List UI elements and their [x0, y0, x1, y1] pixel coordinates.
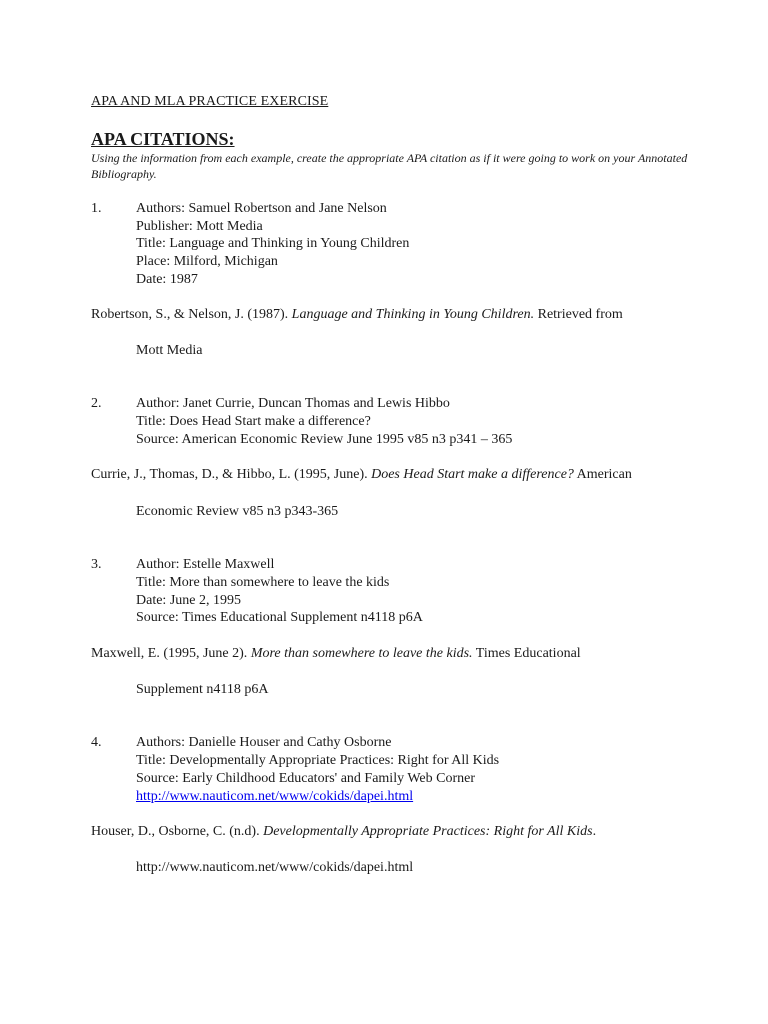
example-link-line	[136, 788, 413, 806]
citation-continuation: Mott Media	[136, 343, 203, 358]
example-link[interactable]: http://www.nauticom.net/www/cokids/dapei.html	[136, 789, 414, 804]
section-heading: APA CITATIONS:	[91, 129, 235, 149]
example-field: Source: Early Childhood Educators' and Family Web Corner	[136, 771, 476, 786]
example-field: Place: Milford, Michigan	[136, 254, 278, 269]
example-field: Authors: Samuel Robertson and Jane Nelson	[136, 201, 387, 216]
example-field: Title: Language and Thinking in Young Children	[136, 236, 410, 251]
example-field: Title: More than somewhere to leave the kids	[136, 575, 390, 590]
example-field: Date: June 2, 1995	[136, 593, 241, 608]
citation-line	[91, 823, 596, 841]
citation-line	[91, 645, 581, 663]
citation-suffix: American	[573, 467, 632, 482]
citation-title: Does Head Start make a difference?	[371, 467, 574, 482]
citation-title: Developmentally Appropriate Practices: Right for All Kids	[263, 824, 593, 839]
citation-prefix: Currie, J., Thomas, D., & Hibbo, L. (1995, June).	[91, 467, 372, 482]
example-field: Authors: Danielle Houser and Cathy Osborne	[136, 735, 392, 750]
citation-prefix: Maxwell, E. (1995, June 2).	[91, 646, 251, 661]
example-field: Date: 1987	[136, 272, 198, 287]
example-field: Source: American Economic Review June 1995 v85 n3 p341 – 365	[136, 432, 513, 447]
example-number: 3.	[91, 557, 102, 572]
doc-title: APA AND MLA PRACTICE EXERCISE	[91, 94, 329, 109]
citation-suffix: .	[592, 824, 597, 839]
citation-line	[91, 306, 623, 324]
citation-title: Language and Thinking in Young Children.	[291, 307, 535, 322]
example-field: Publisher: Mott Media	[136, 219, 263, 234]
example-field: Author: Estelle Maxwell	[136, 557, 275, 572]
citation-prefix: Houser, D., Osborne, C. (n.d).	[91, 824, 264, 839]
example-field: Title: Developmentally Appropriate Practices: Right for All Kids	[136, 753, 500, 768]
example-field: Source: Times Educational Supplement n4118 p6A	[136, 610, 423, 625]
citation-continuation: Supplement n4118 p6A	[136, 682, 269, 697]
citation-suffix: Times Educational	[472, 646, 581, 661]
citation-prefix: Robertson, S., & Nelson, J. (1987).	[91, 307, 292, 322]
citation-line	[91, 466, 632, 484]
example-number: 2.	[91, 396, 102, 411]
citation-suffix: Retrieved from	[534, 307, 623, 322]
example-number: 4.	[91, 735, 102, 750]
example-number: 1.	[91, 201, 102, 216]
instructions: Using the information from each example, create the appropriate APA citation as if it were going to work on your Annotated Bibliography.	[91, 151, 688, 181]
example-field: Author: Janet Currie, Duncan Thomas and Lewis Hibbo	[136, 396, 450, 411]
citation-continuation: Economic Review v85 n3 p343-365	[136, 504, 339, 519]
example-field: Title: Does Head Start make a difference?	[136, 414, 371, 429]
citation-title: More than somewhere to leave the kids.	[250, 646, 473, 661]
citation-continuation: http://www.nauticom.net/www/cokids/dapei.html	[136, 860, 414, 875]
